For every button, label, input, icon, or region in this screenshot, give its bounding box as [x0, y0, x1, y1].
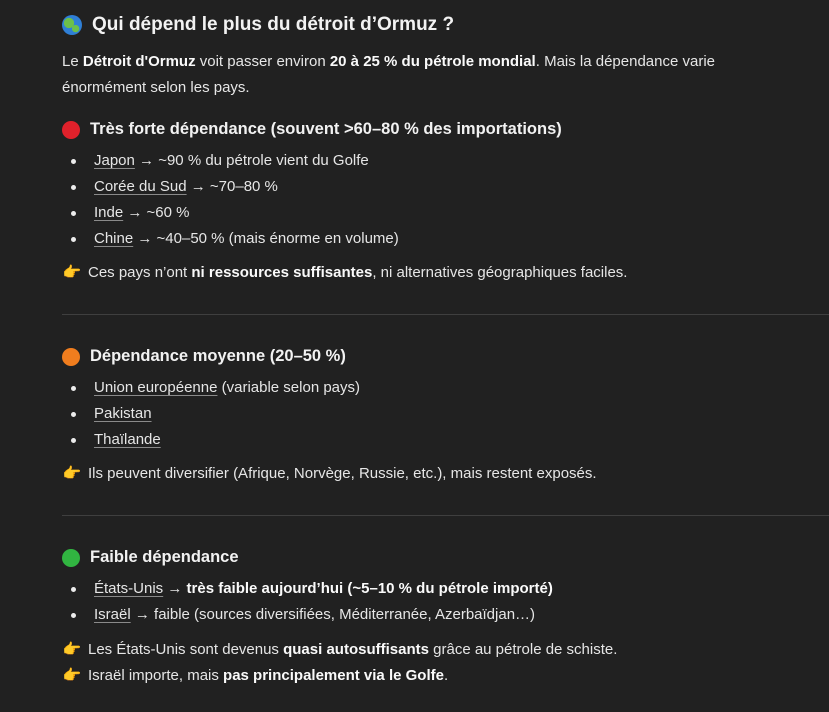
- intro-bold-share: 20 à 25 % du pétrole mondial: [329, 53, 536, 70]
- note-low-usa: 👉 Les États-Unis sont devenus quasi autosuffisants grâce au pétrole de schiste.: [62, 637, 617, 663]
- country-link-japon[interactable]: Japon: [94, 152, 135, 169]
- list-item: Israël → faible (sources diversifiées, Méditerranée, Azerbaïdjan…): [62, 602, 553, 628]
- section-divider: [62, 314, 829, 315]
- intro-bold-strait: Détroit d'Ormuz: [82, 53, 196, 70]
- section-heading-high: Très forte dépendance (souvent >60–80 % des importations): [62, 120, 562, 139]
- country-link-coree[interactable]: Corée du Sud: [94, 178, 187, 195]
- orange-circle-icon: [62, 348, 80, 366]
- list-item: Union européenne (variable selon pays): [62, 375, 360, 401]
- country-list-high: [62, 148, 399, 252]
- list-item: Japon → ~90 % du pétrole vient du Golfe: [62, 148, 399, 174]
- page-title: [62, 14, 454, 36]
- section-heading-medium: Dépendance moyenne (20–50 %): [62, 347, 346, 366]
- country-list-low: [62, 576, 553, 628]
- list-item: [62, 401, 360, 427]
- red-circle-icon: [62, 121, 80, 139]
- note-low-israel: 👉 Israël importe, mais pas principalement via le Golfe.: [62, 663, 448, 689]
- note-medium: 👉 Ils peuvent diversifier (Afrique, Norvège, Russie, etc.), mais restent exposés.: [62, 461, 597, 487]
- country-link-inde[interactable]: Inde: [94, 204, 124, 221]
- country-list-medium: [62, 375, 360, 453]
- note-high: 👉 Ces pays n’ont ni ressources suffisantes, ni alternatives géographiques faciles.: [62, 260, 627, 286]
- list-item: Corée du Sud → ~70–80 %: [62, 174, 399, 200]
- green-circle-icon: [62, 549, 80, 567]
- pointing-hand-icon: 👉: [62, 667, 82, 684]
- list-item: [62, 427, 360, 453]
- country-link-pakistan[interactable]: Pakistan: [94, 405, 152, 422]
- country-link-usa[interactable]: États-Unis: [94, 580, 164, 597]
- globe-icon: [62, 15, 82, 35]
- pointing-hand-icon: 👉: [62, 264, 82, 281]
- intro-paragraph: Le Détroit d'Ormuz voit passer environ 20 à 25 % du pétrole mondial. Mais la dépendance varie énormément selon les pays.: [62, 53, 716, 96]
- page-title-text: Qui dépend le plus du détroit d’Ormuz ?: [92, 14, 455, 35]
- list-item: Chine → ~40–50 % (mais énorme en volume): [62, 226, 399, 252]
- list-item: États-Unis → très faible aujourd’hui (~5–10 % du pétrole importé): [62, 576, 553, 602]
- country-link-ue[interactable]: Union européenne: [94, 379, 218, 396]
- section-heading-low: Faible dépendance: [62, 548, 239, 567]
- pointing-hand-icon: 👉: [62, 465, 82, 482]
- section-divider: [62, 515, 829, 516]
- pointing-hand-icon: 👉: [62, 641, 82, 658]
- country-link-thailande[interactable]: Thaïlande: [94, 431, 161, 448]
- list-item: Inde → ~60 %: [62, 200, 399, 226]
- country-link-israel[interactable]: Israël: [94, 606, 131, 623]
- country-link-chine[interactable]: Chine: [94, 230, 134, 247]
